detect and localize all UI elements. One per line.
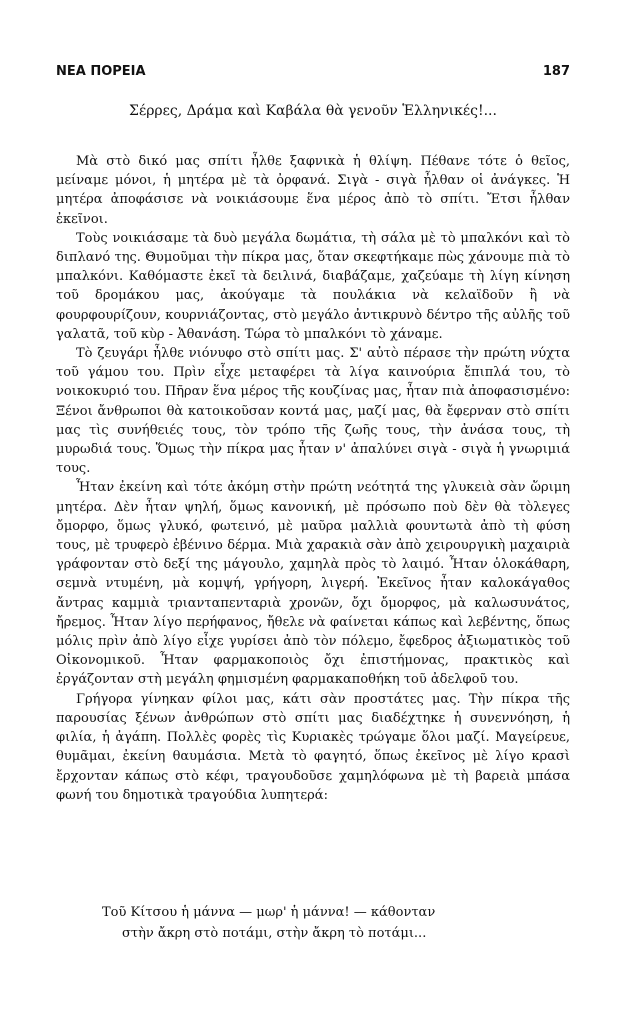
verse-line: στὴν ἄκρη στὸ ποτάμι, στὴν ἄκρη τὸ ποτάμι... bbox=[122, 926, 427, 941]
verse-line: Τοῦ Κίτσου ἡ μάννα — μωρ' ἡ μάννα! — κάθονταν bbox=[102, 905, 436, 920]
paragraph: Γρήγορα γίνηκαν φίλοι μας, κάτι σὰν προστάτες μας. Τὴν πίκρα τῆς παρουσίας ξένων ἀνθρώπων στὸ σπίτι μας διαδέχτηκε ἡ συνεννόηση, ἡ φιλία, ἡ ἀγάπη. Πολλὲς φορὲς τὶς Κυριακὲς τρώγαμε ὅλοι μαζί. Μαγείρευε, θυμᾶμαι, ἐκείνη θαυμάσια. Μετὰ τὸ φαγητό, ὅπως ἐκεῖνος μὲ λίγο κρασὶ ἔρχονταν κάπως στὸ κέφι, τραγουδοῦσε χαμηλόφωνα μὲ τὴ βαρειὰ μπάσα φωνή του δημοτικὰ τραγούδια λυπητερά: bbox=[56, 691, 570, 803]
page-header bbox=[56, 64, 570, 79]
paragraph: Τὸ ζευγάρι ἦλθε νιόνυφο στὸ σπίτι μας. Σ' αὐτὸ πέρασε τὴν πρώτη νύχτα τοῦ γάμου του. Πρὶν εἶχε μεταφέρει τὰ λίγα καινούρια ἔπιπλά του, τὸ νοικοκυριό του. Πῆραν ἕνα μέρος τῆς κουζίνας μας, ἦταν πιὰ ἀποφασισμένο: Ξένοι ἄνθρωποι θὰ κατοικοῦσαν κοντά μας, μαζί μας, θὰ ἔφερναν στὸ σπίτι μας τὶς συνήθειές τους, τὸν τρόπο τῆς ζωῆς τους, τὴν ἀνάσα τους, τὴ μυρωδιά τους. Ὅμως τὴν πίκρα μας ἦταν ν' ἀπαλύνει σιγὰ - σιγὰ ἡ γνωριμιά τους. bbox=[56, 346, 570, 477]
song-verse bbox=[102, 902, 572, 944]
body-text bbox=[56, 152, 570, 805]
page-number: 187 bbox=[542, 64, 570, 79]
paragraph: Τοὺς νοικιάσαμε τὰ δυὸ μεγάλα δωμάτια, τὴ σάλα μὲ τὸ μπαλκόνι καὶ τὸ διπλανό της. Θυμοῦμαι τὴν πίκρα μας, ὅταν σκεφτήκαμε πὼς χάνουμε πιὰ τὸ μπαλκόνι. Καθόμαστε ἐκεῖ τὰ δειλινά, διαβάζαμε, χαζεύαμε τὴ λίγη κίνηση τοῦ δρομάκου μας, ἀκούγαμε τὰ πουλάκια νὰ κελαϊδοῦν ἢ νὰ φουρφουρίζουν, κουρνιάζοντας, στὸ μεγάλο ἀντικρυνὸ δέντρο τῆς αὐλῆς τοῦ γαλατᾶ, τοῦ κὺρ - Ἀθανάση. Τώρα τὸ μπαλκόνι τὸ χάναμε. bbox=[56, 230, 570, 342]
section-heading: Σέρρες, Δράμα καὶ Καβάλα θὰ γενοῦν Ἑλληνικές!... bbox=[129, 103, 497, 119]
paragraph: Μὰ στὸ δικό μας σπίτι ἦλθε ξαφνικὰ ἡ θλίψη. Πέθανε τότε ὁ θεῖος, μείναμε μόνοι, ἡ μητέρα μὲ τὰ ὀρφανά. Σιγὰ - σιγὰ ἦλθαν οἱ ἀνάγκες. Ἡ μητέρα ἀποφάσισε νὰ νοικιάσουμε ἕνα μέρος ἀπὸ τὸ σπίτι. Ἔτσι ἦλθαν ἐκεῖνοι. bbox=[56, 154, 570, 227]
paragraph: Ἦταν ἐκείνη καὶ τότε ἀκόμη στὴν πρώτη νεότητά της γλυκειὰ σὰν ὥριμη μητέρα. Δὲν ἦταν ψηλή, ὅμως κανονική, μὲ πρόσωπο ποὺ δὲν θὰ τὸλεγες ὄμορφο, ὅμως γλυκό, φωτεινό, μὲ μαῦρα μαλλιὰ φουντωτὰ ἀπὸ τὴ φύση τους, μὲ τρυφερὸ ἐβένινο δέρμα. Μιὰ χαρακιὰ σὰν ἀπὸ χειρουργικὴ μαχαιριὰ γράφονταν στὸ δεξί της μάγουλο, χαμηλὰ πρὸς τὸ λαιμό. Ἦταν ὁλοκάθαρη, σεμνὰ ντυμένη, μὰ κομψή, γρήγορη, λιγερή. Ἐκεῖνος ἦταν καλοκάγαθος ἄντρας καμμιὰ τριανταπενταριὰ χρονῶν, ὄχι ὄμορφος, μὰ καλωσυνάτος, ἤρεμος. Ἦταν λίγο περήφανος, ἤθελε νὰ φαίνεται κάπως καὶ λεβέντης, ὅπως μόλις πρὶν ἀπὸ λίγο εἶχε γυρίσει ἀπὸ τὸν πόλεμο, ἔφεδρος ἀξιωματικὸς τοῦ Οἰκονομικοῦ. Ἦταν φαρμακοποιὸς ὄχι ἐπιστήμονας, πρακτικὸς καὶ ἐργάζονταν στὴ μεγάλη φημισμένη φαρμακαποθήκη τοῦ ἀδελφοῦ του. bbox=[56, 480, 570, 688]
running-title: ΝΕΑ ΠΟΡΕΙΑ bbox=[56, 64, 146, 79]
